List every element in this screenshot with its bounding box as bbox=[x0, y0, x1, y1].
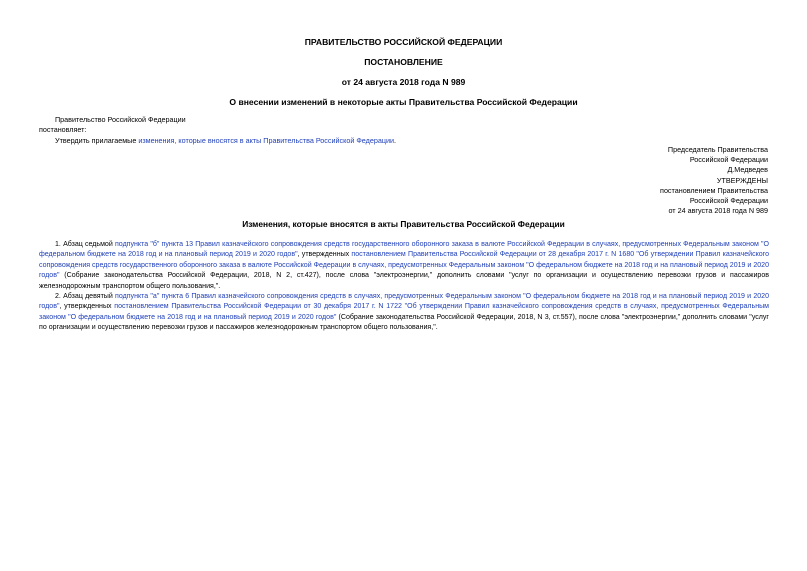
document-title: О внесении изменений в некоторые акты Правительства Российской Федерации bbox=[229, 97, 578, 107]
signature-org: Российской Федерации bbox=[689, 155, 768, 165]
p2-rules-link[interactable]: подпункта "а" пункта 6 Правил казначейского сопровождения средств в случаях, предусмотренных Федеральным законом "О федеральном бюджете на 2018 год и на плановый период 2019 и 2020 годов" bbox=[39, 293, 769, 311]
approved-label: УТВЕРЖДЕНЫ bbox=[716, 175, 768, 185]
p1-rules-link[interactable]: подпункта "б" пункта 13 Правил казначейского сопровождения средств государственного оборонного заказа в валюте Российской Федерации в случаях, предусмотренных Федеральным законом "О федеральном бюджете на 2018 год и на плановый период 2019 и 2020 годов" bbox=[39, 241, 769, 259]
signature-block bbox=[660, 145, 768, 216]
p1-lead: 1. Абзац седьмой bbox=[55, 241, 115, 248]
changes-link[interactable]: изменения, которые вносятся в акты Правительства Российской Федерации bbox=[138, 136, 394, 145]
approve-period: . bbox=[393, 136, 396, 145]
paragraph-1 bbox=[39, 240, 769, 292]
p2-tail: (Собрание законодательства Российской Федерации, 2018, N 3, ст.557), после слова "электроэнергии," дополнить словами "услуг по организации и осуществлению перевозки грузов и пассажиров железнодорожным транспортом общего пользования,". bbox=[39, 313, 769, 332]
approved-org: Российской Федерации bbox=[689, 196, 768, 206]
changes-heading: Изменения, которые вносятся в акты Правительства Российской Федерации bbox=[242, 219, 565, 229]
p1-tail: (Собрание законодательства Российской Федерации, 2018, N 2, ст.427), после слова "электроэнергии," дополнить словами "услуг по организации и осуществлению перевозки грузов и пассажиров железнодорожным транспортом общего пользования,". bbox=[39, 272, 769, 290]
intro-line-decides: постановляет: bbox=[39, 125, 87, 134]
document-type: ПОСТАНОВЛЕНИЕ bbox=[364, 57, 443, 67]
government-title: ПРАВИТЕЛЬСТВО РОССИЙСКОЙ ФЕДЕРАЦИИ bbox=[304, 37, 503, 47]
p1-resolution-link[interactable]: постановлением Правительства Российской Федерации от 28 декабря 2017 г. N 1680 "Об утверждении Правил казначейского сопровождения средств государственного оборонного заказа в валюте Российской Федерации в случаях, предусмотренных Федеральным законом "О федеральном бюджете на 2018 год и на плановый период 2019 и 2020 годов" bbox=[39, 251, 770, 280]
p1-approved-by: , утвержденных bbox=[297, 251, 352, 259]
approved-date: от 24 августа 2018 года N 989 bbox=[668, 206, 768, 216]
paragraph-2 bbox=[39, 292, 769, 334]
p2-resolution-link[interactable]: постановлением Правительства Российской Федерации от 30 декабря 2017 г. N 1722 "Об утверждении Правил казначейского сопровождения средств в случаях, предусмотренных Федеральным законом "О федеральном бюджете на 2018 год и на плановый период 2019 и 2020 годов" bbox=[39, 303, 769, 321]
approve-text: Утвердить прилагаемые bbox=[55, 136, 139, 145]
approved-by: постановлением Правительства bbox=[660, 185, 768, 195]
p2-approved-by: , утвержденных bbox=[59, 303, 115, 311]
document-date-number: от 24 августа 2018 года N 989 bbox=[341, 77, 466, 87]
signature-role: Председатель Правительства bbox=[667, 145, 768, 154]
intro-line-approve bbox=[55, 136, 396, 146]
intro-line-government: Правительство Российской Федерации bbox=[55, 115, 186, 124]
signature-name: Д.Медведев bbox=[727, 165, 768, 175]
p2-lead: 2. Абзац девятый bbox=[55, 293, 116, 300]
